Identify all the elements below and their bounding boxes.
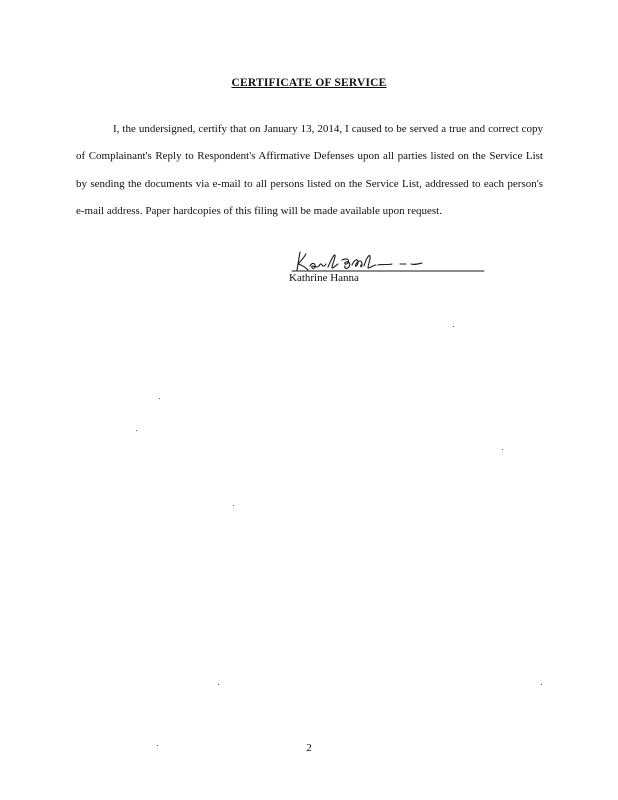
page-number: 2 — [306, 742, 312, 754]
scan-speck — [159, 398, 160, 399]
scan-speck — [157, 745, 158, 746]
scan-speck — [453, 326, 454, 327]
certificate-body: I, the undersigned, certify that on January 13, 2014, I caused to be served a true and correct copy of Complainant's Reply to Respondent's Affirmative Defenses upon all parties listed on the Service List by sending the documents via e-mail to all persons listed on the Service List, addressed to each person's e-mail address. Paper hardcopies of this filing will be made available upon request. — [76, 123, 543, 217]
scan-speck — [136, 430, 137, 431]
scan-speck — [233, 505, 234, 506]
scan-speck — [541, 684, 542, 685]
scan-speck — [502, 449, 503, 450]
signer-name: Kathrine Hanna — [289, 272, 359, 284]
document-title: CERTIFICATE OF SERVICE — [231, 77, 387, 89]
scan-speck — [218, 684, 219, 685]
